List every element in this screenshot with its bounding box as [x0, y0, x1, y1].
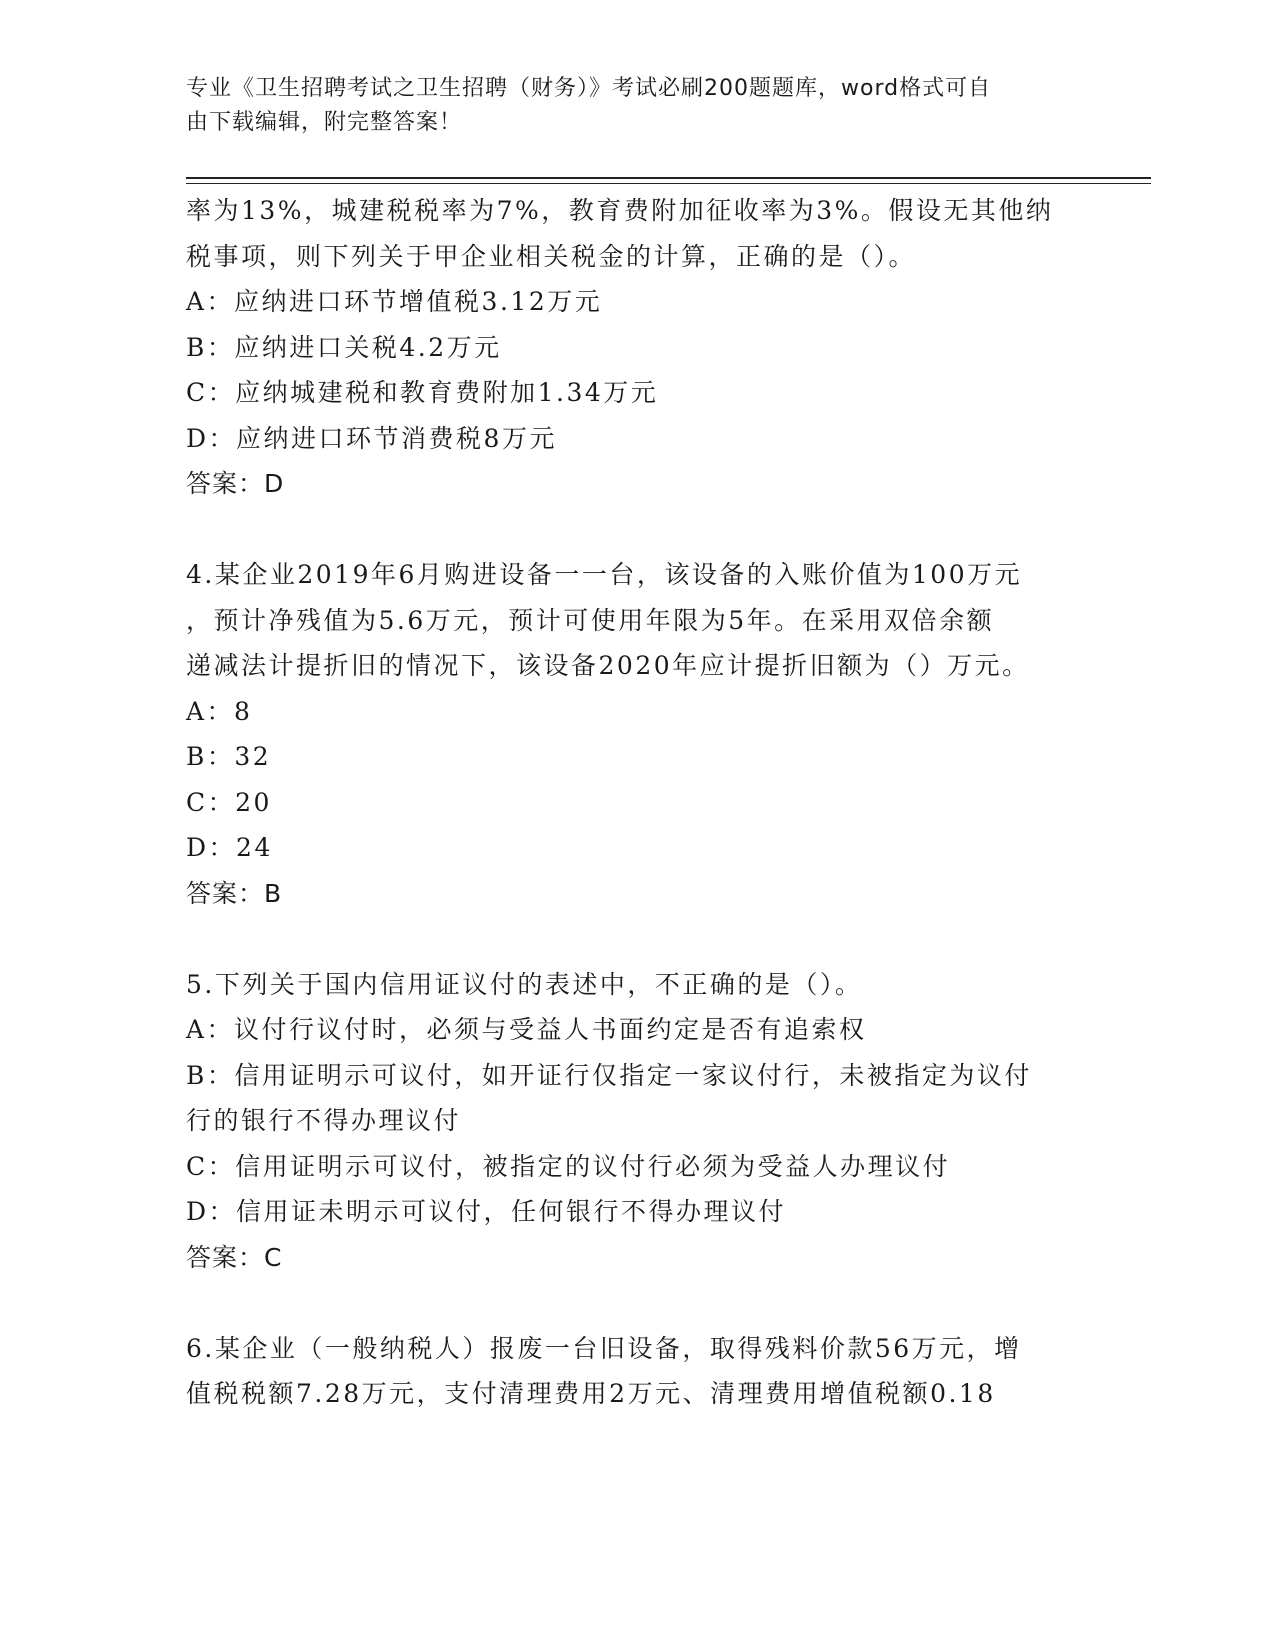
question-text-line: ，预计净残值为5.6万元，预计可使用年限为5年。在采用双倍余额 — [186, 605, 995, 635]
question-text-line: 税事项，则下列关于甲企业相关税金的计算，正确的是（）。 — [186, 241, 917, 271]
question-6 — [186, 1326, 1076, 1417]
question-spacer — [186, 916, 1076, 962]
question-spacer — [186, 507, 1076, 553]
question-text-line: 递减法计提折旧的情况下，该设备2020年应计提折旧额为（）万元。 — [186, 651, 1030, 680]
header-rule-thin — [186, 183, 1151, 184]
option-a: A：应纳进口环节增值税3.12万元 — [186, 287, 603, 316]
answer-line: 答案：C — [186, 1242, 283, 1272]
option-c: C：20 — [186, 787, 272, 817]
option-c: C：应纳城建税和教育费附加1.34万元 — [186, 378, 659, 407]
option-b: B：32 — [186, 742, 272, 771]
question-list — [186, 188, 1076, 1417]
option-b: B：应纳进口关税4.2万元 — [186, 332, 502, 362]
header-rule-thick — [186, 177, 1151, 179]
option-d: D：信用证未明示可议付，任何银行不得办理议付 — [186, 1197, 787, 1226]
question-3 — [186, 188, 1076, 507]
question-spacer — [186, 1280, 1076, 1326]
question-5 — [186, 962, 1076, 1281]
answer-line: 答案：D — [186, 469, 285, 498]
question-4 — [186, 552, 1076, 916]
option-c: C：信用证明示可议付，被指定的议付行必须为受益人办理议付 — [186, 1151, 951, 1181]
document-header — [186, 72, 1066, 140]
option-a: A：议付行议付时，必须与受益人书面约定是否有追索权 — [186, 1015, 867, 1044]
header-line-1: 专业《卫生招聘考试之卫生招聘（财务）》考试必刷200题题库，word格式可自 — [186, 76, 992, 101]
question-text-line: 值税税额7.28万元，支付清理费用2万元、清理费用增值税额0.18 — [186, 1379, 996, 1408]
question-text-line: 4.某企业2019年6月购进设备一一台，该设备的入账价值为100万元 — [186, 560, 1023, 589]
option-b-continued: 行的银行不得办理议付 — [186, 1106, 462, 1135]
question-text-line: 6.某企业（一般纳税人）报废一台旧设备，取得残料价款56万元，增 — [186, 1333, 1022, 1363]
option-d: D：24 — [186, 833, 273, 862]
question-text-line: 5.下列关于国内信用证议付的表述中，不正确的是（）。 — [186, 969, 863, 999]
header-line-2: 由下载编辑，附完整答案！ — [186, 110, 463, 135]
option-d: D：应纳进口环节消费税8万元 — [186, 423, 557, 453]
answer-line: 答案：B — [186, 878, 283, 908]
question-text-line: 率为13%，城建税税率为7%，教育费附加征收率为3%。假设无其他纳 — [186, 196, 1054, 225]
option-b: B：信用证明示可议付，如开证行仅指定一家议付行，未被指定为议付 — [186, 1060, 1032, 1090]
option-a: A：8 — [186, 696, 253, 726]
